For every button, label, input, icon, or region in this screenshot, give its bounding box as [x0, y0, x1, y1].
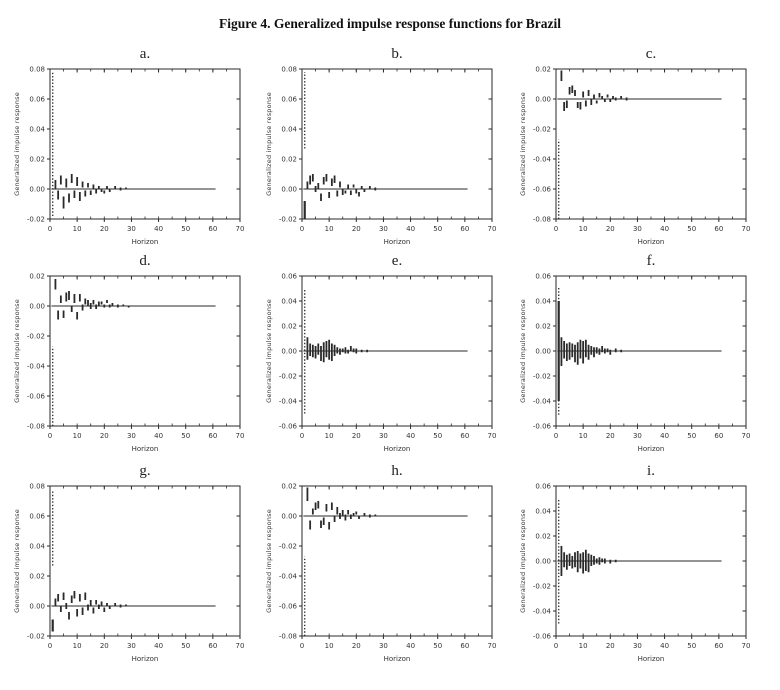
svg-text:0: 0: [553, 642, 559, 650]
subplot-e-title: e.: [391, 253, 403, 269]
svg-text:30: 30: [378, 642, 388, 650]
subplot-g-title: g.: [139, 463, 151, 479]
subplot-i-title: i.: [647, 463, 655, 479]
svg-text:Generalized impulse response: Generalized impulse response: [519, 509, 527, 613]
svg-text:0: 0: [299, 225, 305, 233]
impulse-chart-g: [8, 480, 252, 665]
impulse-chart-a: [8, 63, 252, 248]
svg-text:70: 70: [235, 432, 245, 440]
svg-text:0.06: 0.06: [535, 272, 551, 281]
svg-text:-0.04: -0.04: [532, 155, 551, 164]
svg-text:0.00: 0.00: [281, 185, 297, 194]
svg-text:0.00: 0.00: [29, 602, 45, 611]
figure-title: Figure 4. Generalized impulse response functions for Brazil: [219, 16, 561, 31]
svg-text:30: 30: [126, 642, 136, 650]
svg-text:0: 0: [47, 225, 53, 233]
svg-text:-0.06: -0.06: [532, 185, 551, 194]
svg-text:10: 10: [72, 225, 82, 233]
svg-text:0.00: 0.00: [535, 95, 551, 104]
svg-text:Generalized impulse response: Generalized impulse response: [519, 92, 527, 196]
svg-text:30: 30: [378, 225, 388, 233]
svg-text:Horizon: Horizon: [131, 445, 159, 453]
subplot-f: [514, 252, 758, 457]
svg-text:0.02: 0.02: [535, 65, 551, 74]
svg-text:10: 10: [578, 225, 588, 233]
svg-text:Generalized impulse response: Generalized impulse response: [519, 299, 527, 403]
svg-text:Horizon: Horizon: [637, 445, 665, 453]
svg-text:50: 50: [433, 432, 443, 440]
svg-text:70: 70: [741, 642, 751, 650]
svg-text:20: 20: [99, 225, 109, 233]
svg-text:Horizon: Horizon: [131, 238, 159, 246]
impulse-chart-i: [514, 480, 758, 665]
svg-text:40: 40: [660, 432, 670, 440]
svg-text:10: 10: [578, 642, 588, 650]
svg-text:-0.08: -0.08: [26, 422, 45, 431]
svg-text:-0.02: -0.02: [532, 372, 551, 381]
svg-text:0: 0: [299, 642, 305, 650]
svg-text:-0.04: -0.04: [278, 397, 297, 406]
svg-text:0.04: 0.04: [281, 125, 297, 134]
svg-text:20: 20: [351, 432, 361, 440]
svg-text:10: 10: [72, 642, 82, 650]
svg-text:Horizon: Horizon: [383, 445, 411, 453]
svg-text:Horizon: Horizon: [637, 655, 665, 663]
svg-text:20: 20: [351, 642, 361, 650]
svg-text:Generalized impulse response: Generalized impulse response: [265, 299, 273, 403]
svg-text:50: 50: [433, 225, 443, 233]
svg-text:0.04: 0.04: [29, 542, 45, 551]
subplot-d: [8, 252, 252, 457]
svg-text:50: 50: [687, 225, 697, 233]
svg-text:50: 50: [687, 432, 697, 440]
svg-text:0.00: 0.00: [535, 557, 551, 566]
svg-text:40: 40: [154, 225, 164, 233]
svg-text:10: 10: [578, 432, 588, 440]
svg-text:Horizon: Horizon: [131, 655, 159, 663]
svg-text:-0.06: -0.06: [278, 602, 297, 611]
subplot-d-title: d.: [139, 253, 151, 269]
svg-text:50: 50: [433, 642, 443, 650]
impulse-chart-d: [8, 270, 252, 455]
svg-text:40: 40: [154, 432, 164, 440]
impulse-chart-c: [514, 63, 758, 248]
svg-text:0.02: 0.02: [29, 272, 45, 281]
svg-text:20: 20: [605, 642, 615, 650]
svg-text:Horizon: Horizon: [383, 238, 411, 246]
svg-text:0.02: 0.02: [29, 155, 45, 164]
svg-text:-0.06: -0.06: [532, 422, 551, 431]
svg-text:0.06: 0.06: [281, 272, 297, 281]
svg-text:70: 70: [741, 432, 751, 440]
svg-text:60: 60: [208, 432, 218, 440]
subplot-c-title: c.: [645, 46, 657, 62]
svg-text:Generalized impulse response: Generalized impulse response: [13, 299, 21, 403]
subplot-h-title: h.: [391, 463, 403, 479]
svg-text:0: 0: [299, 432, 305, 440]
subplot-a: [8, 45, 252, 250]
svg-text:60: 60: [460, 642, 470, 650]
subplot-e: [260, 252, 504, 457]
svg-text:0.00: 0.00: [29, 302, 45, 311]
svg-text:70: 70: [235, 642, 245, 650]
svg-text:0.04: 0.04: [535, 507, 551, 516]
svg-text:60: 60: [714, 642, 724, 650]
svg-text:30: 30: [632, 642, 642, 650]
svg-text:0.08: 0.08: [281, 65, 297, 74]
svg-text:10: 10: [72, 432, 82, 440]
svg-text:30: 30: [632, 225, 642, 233]
svg-text:-0.06: -0.06: [278, 422, 297, 431]
svg-text:40: 40: [154, 642, 164, 650]
svg-text:-0.02: -0.02: [26, 332, 45, 341]
svg-text:40: 40: [406, 432, 416, 440]
svg-text:-0.06: -0.06: [26, 392, 45, 401]
svg-text:-0.02: -0.02: [278, 215, 297, 224]
svg-text:60: 60: [208, 642, 218, 650]
svg-text:0.06: 0.06: [29, 95, 45, 104]
svg-text:60: 60: [460, 432, 470, 440]
impulse-chart-h: [260, 480, 504, 665]
svg-text:0.08: 0.08: [29, 65, 45, 74]
svg-text:20: 20: [605, 225, 615, 233]
svg-text:70: 70: [235, 225, 245, 233]
svg-text:10: 10: [324, 225, 334, 233]
svg-text:10: 10: [324, 432, 334, 440]
svg-text:0: 0: [553, 432, 559, 440]
svg-text:0.02: 0.02: [535, 532, 551, 541]
subplot-g: [8, 462, 252, 667]
svg-text:50: 50: [181, 642, 191, 650]
svg-text:0.00: 0.00: [281, 347, 297, 356]
svg-text:0: 0: [47, 642, 53, 650]
svg-text:0.04: 0.04: [535, 297, 551, 306]
svg-text:70: 70: [487, 642, 497, 650]
svg-text:30: 30: [126, 225, 136, 233]
svg-text:50: 50: [181, 432, 191, 440]
svg-text:20: 20: [605, 432, 615, 440]
svg-text:-0.04: -0.04: [26, 362, 45, 371]
svg-text:70: 70: [487, 432, 497, 440]
subplot-b: [260, 45, 504, 250]
svg-text:20: 20: [99, 432, 109, 440]
svg-text:50: 50: [687, 642, 697, 650]
impulse-chart-f: [514, 270, 758, 455]
svg-text:0.04: 0.04: [281, 297, 297, 306]
svg-text:-0.04: -0.04: [278, 572, 297, 581]
svg-text:-0.08: -0.08: [278, 632, 297, 641]
svg-text:0.02: 0.02: [29, 572, 45, 581]
svg-text:0.08: 0.08: [29, 482, 45, 491]
svg-text:-0.02: -0.02: [26, 632, 45, 641]
svg-text:0: 0: [553, 225, 559, 233]
svg-text:0.04: 0.04: [29, 125, 45, 134]
svg-text:Horizon: Horizon: [383, 655, 411, 663]
svg-text:0.00: 0.00: [29, 185, 45, 194]
svg-text:40: 40: [406, 642, 416, 650]
svg-text:60: 60: [714, 225, 724, 233]
svg-text:50: 50: [181, 225, 191, 233]
svg-text:Generalized impulse response: Generalized impulse response: [265, 92, 273, 196]
svg-text:0.00: 0.00: [535, 347, 551, 356]
svg-text:-0.02: -0.02: [532, 125, 551, 134]
subplot-c: [514, 45, 758, 250]
svg-text:0.06: 0.06: [281, 95, 297, 104]
svg-text:-0.02: -0.02: [278, 542, 297, 551]
svg-text:0.02: 0.02: [535, 322, 551, 331]
svg-text:40: 40: [660, 225, 670, 233]
impulse-chart-b: [260, 63, 504, 248]
svg-text:-0.08: -0.08: [532, 215, 551, 224]
svg-text:-0.06: -0.06: [532, 632, 551, 641]
svg-text:60: 60: [714, 432, 724, 440]
impulse-chart-e: [260, 270, 504, 455]
svg-text:30: 30: [632, 432, 642, 440]
svg-text:30: 30: [126, 432, 136, 440]
svg-text:-0.02: -0.02: [278, 372, 297, 381]
svg-text:20: 20: [351, 225, 361, 233]
svg-text:0.02: 0.02: [281, 482, 297, 491]
svg-text:10: 10: [324, 642, 334, 650]
svg-text:0.06: 0.06: [29, 512, 45, 521]
svg-text:30: 30: [378, 432, 388, 440]
svg-text:-0.02: -0.02: [532, 582, 551, 591]
svg-text:Generalized impulse response: Generalized impulse response: [265, 509, 273, 613]
svg-text:0.02: 0.02: [281, 155, 297, 164]
svg-text:0.02: 0.02: [281, 322, 297, 331]
subplot-i: [514, 462, 758, 667]
svg-text:60: 60: [460, 225, 470, 233]
svg-text:0: 0: [47, 432, 53, 440]
svg-text:20: 20: [99, 642, 109, 650]
svg-text:40: 40: [406, 225, 416, 233]
svg-text:70: 70: [741, 225, 751, 233]
svg-text:-0.04: -0.04: [532, 607, 551, 616]
svg-text:-0.04: -0.04: [532, 397, 551, 406]
svg-text:Generalized impulse response: Generalized impulse response: [13, 92, 21, 196]
subplot-f-title: f.: [646, 253, 656, 269]
svg-text:-0.02: -0.02: [26, 215, 45, 224]
svg-text:Generalized impulse response: Generalized impulse response: [13, 509, 21, 613]
subplot-a-title: a.: [139, 46, 151, 62]
subplot-b-title: b.: [391, 46, 403, 62]
svg-text:Horizon: Horizon: [637, 238, 665, 246]
svg-text:0.00: 0.00: [281, 512, 297, 521]
subplot-h: [260, 462, 504, 667]
svg-text:0.06: 0.06: [535, 482, 551, 491]
svg-text:70: 70: [487, 225, 497, 233]
svg-text:60: 60: [208, 225, 218, 233]
svg-text:40: 40: [660, 642, 670, 650]
